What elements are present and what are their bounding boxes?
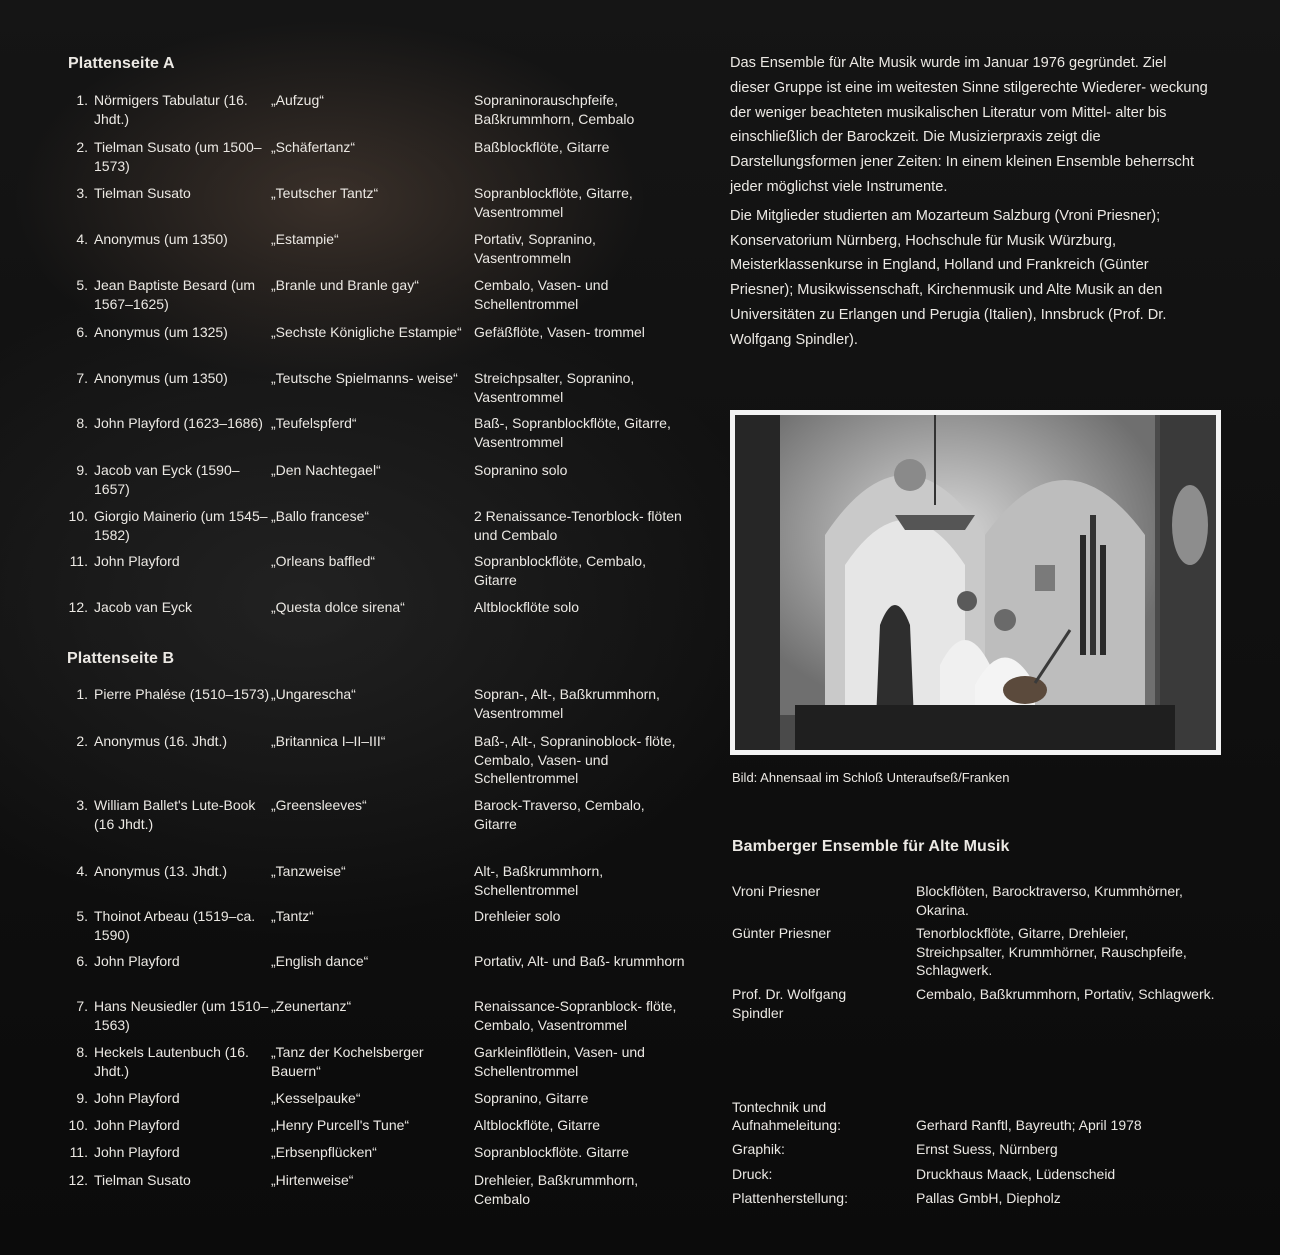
- track-number: 4.: [76, 863, 88, 879]
- track-number: 8.: [76, 415, 88, 431]
- track-composer: Jacob van Eyck (1590–1657): [94, 462, 240, 497]
- track-number: 7.: [76, 370, 88, 386]
- track-title: „Teutscher Tantz“: [271, 185, 379, 201]
- track-instruments: Alt-, Baßkrummhorn, Schellentrommel: [474, 863, 604, 898]
- member-instruments: Cembalo, Baßkrummhorn, Portativ, Schlagwerk.: [916, 986, 1215, 1002]
- track-composer: Thoinot Arbeau (1519–ca. 1590): [94, 908, 256, 943]
- track-composer: Anonymus (13. Jhdt.): [94, 863, 228, 879]
- track-composer: Tielman Susato: [94, 185, 191, 201]
- track-number: 7.: [76, 998, 88, 1014]
- track-instruments: Sopranino solo: [474, 462, 568, 478]
- track-composer: Hans Neusiedler (um 1510–1563): [94, 998, 269, 1033]
- track-instruments: Sopranblockflöte, Cembalo, Gitarre: [474, 553, 646, 588]
- ensemble-description: [730, 51, 1210, 357]
- track-composer: Tielman Susato: [94, 1172, 191, 1188]
- track-title: „Ballo francese“: [271, 508, 370, 524]
- side-b-heading-text: Plattenseite B: [67, 650, 175, 667]
- ensemble-heading-text: Bamberger Ensemble für Alte Musik: [732, 838, 1010, 855]
- track-title: „Zeunertanz“: [271, 998, 352, 1014]
- photo-caption: Bild: Ahnensaal im Schloß Unteraufseß/Franken: [732, 770, 1010, 785]
- track-title: „Erbsenpflücken“: [271, 1144, 377, 1160]
- track-number: 3.: [76, 185, 88, 201]
- track-composer: John Playford (1623–1686): [94, 415, 263, 431]
- track-title: „English dance“: [271, 953, 369, 969]
- track-title: „Teufelspferd“: [271, 415, 357, 431]
- side-a-heading-text: Plattenseite A: [68, 55, 175, 72]
- track-instruments: Altblockflöte, Gitarre: [474, 1117, 601, 1133]
- member-name: Vroni Priesner: [732, 883, 821, 899]
- track-composer: John Playford: [94, 1117, 180, 1133]
- side-a-heading: [68, 55, 175, 73]
- track-number: 6.: [76, 953, 88, 969]
- track-number: 12.: [68, 599, 88, 615]
- ensemble-heading: [732, 838, 1009, 856]
- concert-hall-photo: [735, 415, 1216, 750]
- sleeve-edge-bottom: [0, 1255, 1290, 1260]
- track-instruments: Drehleier solo: [474, 908, 561, 924]
- track-composer: Tielman Susato (um 1500–1573): [94, 139, 262, 174]
- track-title: „Orleans baffled“: [271, 553, 376, 569]
- track-composer: John Playford: [94, 953, 180, 969]
- track-title: „Greensleeves“: [271, 797, 367, 813]
- track-composer: Anonymus (16. Jhdt.): [94, 733, 228, 749]
- track-composer: Anonymus (um 1350): [94, 370, 228, 386]
- track-number: 9.: [76, 462, 88, 478]
- credit-label: Tontechnik und Aufnahmeleitung:: [732, 1099, 841, 1133]
- track-title: „Aufzug“: [271, 92, 324, 108]
- track-number: 2.: [76, 139, 88, 155]
- track-instruments: Garkleinflötlein, Vasen- und Schellentrommel: [474, 1044, 645, 1079]
- track-title: „Kesselpauke“: [271, 1090, 361, 1106]
- track-instruments: Drehleier, Baßkrummhorn, Cembalo: [474, 1172, 639, 1207]
- track-composer: Giorgio Mainerio (um 1545–1582): [94, 508, 268, 543]
- track-number: 10.: [68, 508, 88, 524]
- credit-value: Ernst Suess, Nürnberg: [916, 1141, 1058, 1157]
- track-instruments: Sopraninorauschpfeife, Baßkrummhorn, Cembalo: [474, 92, 635, 127]
- track-instruments: Renaissance-Sopranblock- flöte, Cembalo, Vasentrommel: [474, 998, 677, 1033]
- track-number: 11.: [69, 553, 88, 569]
- track-instruments: Altblockflöte solo: [474, 599, 580, 615]
- track-number: 5.: [76, 277, 88, 293]
- track-number: 1.: [76, 92, 88, 108]
- track-title: „Tanz der Kochelsberger Bauern“: [271, 1044, 424, 1079]
- track-title: „Teutsche Spielmanns- weise“: [271, 370, 458, 386]
- track-instruments: Cembalo, Vasen- und Schellentrommel: [474, 277, 609, 312]
- track-composer: William Ballet's Lute-Book (16 Jhdt.): [94, 797, 256, 832]
- track-composer: John Playford: [94, 553, 180, 569]
- track-title: „Tantz“: [271, 908, 314, 924]
- track-number: 4.: [76, 231, 88, 247]
- member-instruments: Tenorblockflöte, Gitarre, Drehleier, Streichpsalter, Krummhörner, Rauschpfeife, Schlagwerk.: [916, 925, 1187, 978]
- track-title: „Tanzweise“: [271, 863, 346, 879]
- member-instruments: Blockflöten, Barocktraverso, Krummhörner, Okarina.: [916, 883, 1183, 918]
- track-composer: John Playford: [94, 1144, 180, 1160]
- track-title: „Britannica I–II–III“: [271, 733, 386, 749]
- credit-label: Plattenherstellung:: [732, 1190, 848, 1206]
- track-number: 12.: [68, 1172, 88, 1188]
- ensemble-photo: [730, 410, 1221, 755]
- track-instruments: Sopranblockflöte, Gitarre, Vasentrommel: [474, 185, 633, 220]
- credit-value: Druckhaus Maack, Lüdenscheid: [916, 1166, 1116, 1182]
- track-number: 11.: [69, 1144, 88, 1160]
- track-title: „Ungarescha“: [271, 686, 356, 702]
- side-b-heading: [67, 650, 174, 668]
- track-composer: John Playford: [94, 1090, 180, 1106]
- track-title: „Schäfertanz“: [271, 139, 356, 155]
- track-composer: Heckels Lautenbuch (16. Jhdt.): [94, 1044, 249, 1079]
- track-number: 5.: [76, 908, 88, 924]
- track-composer: Pierre Phalése (1510–1573): [94, 686, 270, 702]
- track-instruments: Gefäßflöte, Vasen- trommel: [474, 324, 645, 340]
- track-instruments: Portativ, Alt- und Baß- krummhorn: [474, 953, 685, 969]
- track-instruments: Baß-, Sopranblockflöte, Gitarre, Vasentrommel: [474, 415, 671, 450]
- track-instruments: Baßblockflöte, Gitarre: [474, 139, 610, 155]
- track-instruments: Streichpsalter, Sopranino, Vasentrommel: [474, 370, 635, 405]
- track-instruments: Barock-Traverso, Cembalo, Gitarre: [474, 797, 645, 832]
- credit-label: Druck:: [732, 1166, 773, 1182]
- track-number: 9.: [76, 1090, 88, 1106]
- track-composer: Anonymus (um 1350): [94, 231, 228, 247]
- track-instruments: Sopranino, Gitarre: [474, 1090, 589, 1106]
- description-paragraph: Das Ensemble für Alte Musik wurde im Januar 1976 gegründet. Ziel dieser Gruppe ist eine im weitesten Sinne stilgerechte Wiederer- weckung der weniger beachteten musikalischen Literatur vom Mittel- alter bis einschließlich der Barockzeit. Die Musizierpraxis zeigt die Darstellungsformen jener Zeiten: In einem kleinen Ensemble beherrscht jeder möglichst viele Instrumente.: [730, 55, 1208, 195]
- track-title: „Questa dolce sirena“: [271, 599, 405, 615]
- track-title: „Den Nachtegael“: [271, 462, 381, 478]
- description-paragraph: Die Mitglieder studierten am Mozarteum Salzburg (Vroni Priesner); Konservatorium Nürnberg, Hochschule für Musik Würzburg, Meisterklassenkurse in England, Holland und Frankreich (Günter Priesner); Musikwissenschaft, Kirchenmusik und Alte Musik an den Universitäten zu Erlangen und Perugia (Italien), Innsbruck (Prof. Dr. Wolfgang Spindler).: [730, 207, 1167, 348]
- track-number: 6.: [76, 324, 88, 340]
- track-composer: Nörmigers Tabulatur (16. Jhdt.): [94, 92, 248, 127]
- track-title: „Estampie“: [271, 231, 339, 247]
- member-name: Prof. Dr. Wolfgang Spindler: [732, 986, 847, 1021]
- track-title: „Henry Purcell's Tune“: [271, 1117, 410, 1133]
- track-instruments: Sopranblockflöte. Gitarre: [474, 1144, 629, 1160]
- track-composer: Anonymus (um 1325): [94, 324, 228, 340]
- credit-value: Pallas GmbH, Diepholz: [916, 1190, 1061, 1206]
- track-instruments: Portativ, Sopranino, Vasentrommeln: [474, 231, 596, 266]
- track-number: 8.: [76, 1044, 88, 1060]
- sleeve-edge-right: [1280, 0, 1290, 1260]
- track-instruments: 2 Renaissance-Tenorblock- flöten und Cembalo: [474, 508, 682, 543]
- member-name: Günter Priesner: [732, 925, 831, 941]
- credit-label: Graphik:: [732, 1141, 785, 1157]
- track-composer: Jacob van Eyck: [94, 599, 193, 615]
- track-composer: Jean Baptiste Besard (um 1567–1625): [94, 277, 256, 312]
- track-title: „Branle und Branle gay“: [271, 277, 419, 293]
- track-title: „Hirtenweise“: [271, 1172, 354, 1188]
- track-title: „Sechste Königliche Estampie“: [271, 324, 462, 340]
- track-number: 2.: [76, 733, 88, 749]
- credit-value: Gerhard Ranftl, Bayreuth; April 1978: [916, 1117, 1142, 1133]
- track-instruments: Sopran-, Alt-, Baßkrummhorn, Vasentrommel: [474, 686, 660, 721]
- track-instruments: Baß-, Alt-, Sopraninoblock- flöte, Cembalo, Vasen- und Schellentrommel: [474, 733, 676, 786]
- track-number: 3.: [76, 797, 88, 813]
- track-number: 1.: [76, 686, 88, 702]
- track-number: 10.: [68, 1117, 88, 1133]
